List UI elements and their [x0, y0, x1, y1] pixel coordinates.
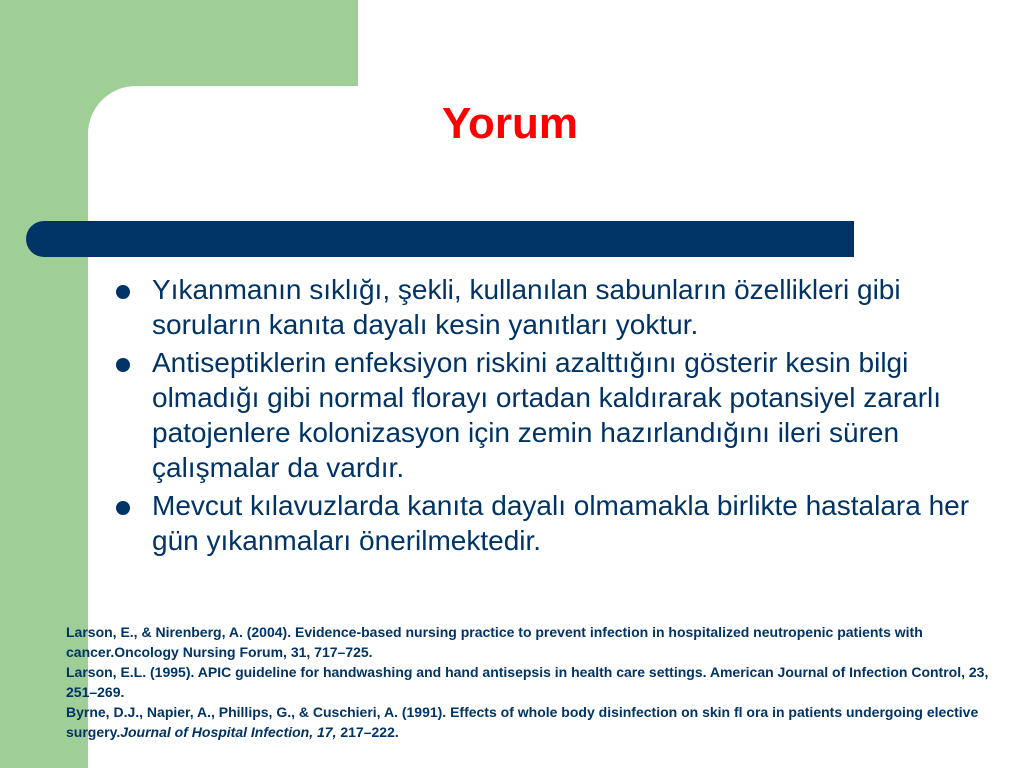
- bullet-item: [112, 345, 1012, 485]
- bullet-text: Mevcut kılavuzlarda kanıta dayalı olmamakla birlikte hastalara her gün yıkanmaları önerilmektedir.: [152, 490, 970, 556]
- bullet-item: [112, 488, 1012, 558]
- decorative-title-underline-bar: [26, 221, 854, 257]
- bullet-list: [112, 272, 1012, 561]
- reference-text: Byrne, D.J., Napier, A., Phillips, G., & Cuschieri, A. (1991). Effects of whole body disinfection on skin fl ora in patients undergoing elective surgery.: [66, 704, 979, 740]
- bullet-text: Yıkanmanın sıklığı, şekli, kullanılan sabunların özellikleri gibi soruların kanıta dayalı kesin yanıtları yoktur.: [152, 274, 901, 340]
- bullet-item: [112, 272, 1012, 342]
- bullet-text: Antiseptiklerin enfeksiyon riskini azalttığını gösterir kesin bilgi olmadığı gibi normal florayı ortadan kaldırarak potansiyel zararlı patojenlere kolonizasyon için zemin hazırlandığını ileri süren çalışmalar da vardır.: [152, 347, 942, 483]
- slide-title: Yorum: [441, 99, 579, 148]
- bullet-dot-icon: [116, 358, 130, 372]
- reference-item: [66, 702, 1016, 742]
- bullet-dot-icon: [116, 285, 130, 299]
- reference-item: Larson, E.L. (1995). APIC guideline for handwashing and hand antisepsis in health care settings. American Journal of Infection Control, 23, 251–269.: [66, 664, 989, 700]
- reference-journal: Journal of Hospital Infection, 17,: [120, 724, 337, 740]
- reference-pages: 217–222.: [336, 724, 399, 740]
- references-section: [66, 622, 1016, 742]
- bullet-dot-icon: [116, 501, 130, 515]
- reference-item: Larson, E., & Nirenberg, A. (2004). Evidence-based nursing practice to prevent infection in hospitalized neutropenic patients with cancer.Oncology Nursing Forum, 31, 717–725.: [66, 624, 923, 660]
